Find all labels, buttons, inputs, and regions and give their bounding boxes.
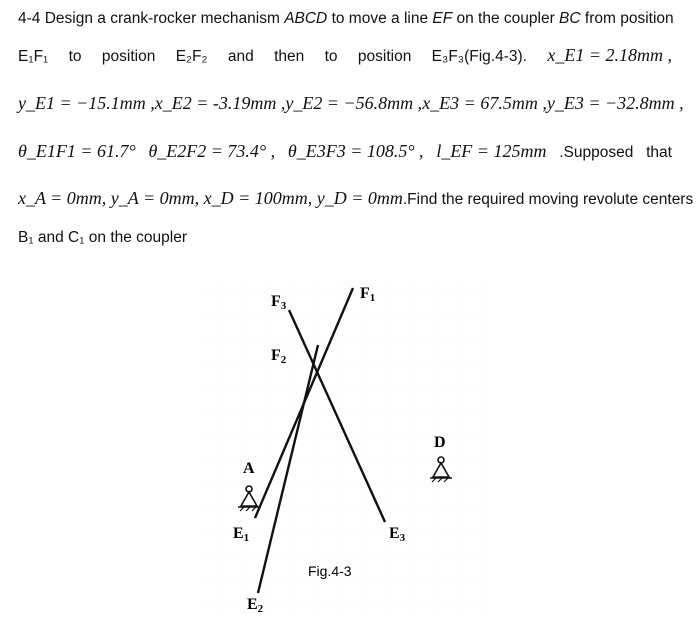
problem-line-3 <box>18 93 684 114</box>
label-a: A <box>243 460 255 477</box>
figure-4-3 <box>0 260 700 629</box>
figure-caption: Fig.4-3 <box>308 563 352 579</box>
word-then: then <box>274 48 305 65</box>
fixed-pivot-values: x_A = 0mm, y_A = 0mm, x_D = 100mm, y_D = 0mm <box>18 188 403 208</box>
value-theta-e2f2: θ_E2F2 = 73.4° , <box>148 141 276 161</box>
label-f2: F2 <box>271 347 287 366</box>
value-ye3: y_E3 = −32.8mm , <box>546 93 684 113</box>
position-e1f1: E₁F₁ <box>18 48 49 65</box>
coupler-text: B₁ and C₁ on the coupler <box>18 229 188 246</box>
word-position: position <box>101 48 156 65</box>
value-theta-e1f1: θ_E1F1 = 61.7° <box>18 141 136 161</box>
problem-line-6 <box>18 229 672 247</box>
problem-line-5 <box>18 188 694 209</box>
word-to-2: to <box>324 48 338 65</box>
label-d: D <box>434 434 446 451</box>
coupler-bc: BC <box>559 10 581 27</box>
label-f1: F1 <box>360 285 376 304</box>
on-coupler-text: on the coupler <box>452 10 560 27</box>
from-position-text: from position <box>580 10 674 27</box>
label-f3: F3 <box>271 293 287 312</box>
value-ye1: y_E1 = −15.1mm , <box>18 93 155 113</box>
word-to: to <box>68 48 82 65</box>
that-text: that <box>646 144 672 161</box>
to-move-text: to move a line <box>327 10 433 27</box>
value-xe1: x_E1 = 2.18mm , <box>547 45 672 65</box>
label-e3: E3 <box>389 525 406 544</box>
position-e3f3-ref: E₃F₃(Fig.4-3). <box>431 48 527 65</box>
label-e2: E2 <box>247 596 264 615</box>
word-position-2: position <box>357 48 412 65</box>
problem-line-1 <box>18 10 672 28</box>
problem-line-2 <box>18 45 672 66</box>
label-e1: E1 <box>233 525 250 544</box>
problem-line-4 <box>18 141 672 162</box>
value-l-ef: l_EF = 125mm <box>436 141 547 161</box>
find-text: .Find the required moving revolute centers <box>402 191 694 208</box>
problem-intro: 4-4 Design a crank-rocker mechanism <box>18 10 285 27</box>
value-theta-e3f3: θ_E3F3 = 108.5° , <box>287 141 424 161</box>
mechanism-name: ABCD <box>284 10 328 27</box>
word-and: and <box>227 48 254 65</box>
position-e2f2: E₂F₂ <box>175 48 208 65</box>
line-ef: EF <box>432 10 453 27</box>
value-xe3: x_E3 = 67.5mm , <box>422 93 547 113</box>
value-ye2: y_E2 = −56.8mm , <box>285 93 423 113</box>
supposed-text: .Supposed <box>559 144 634 161</box>
value-xe2: x_E2 = -3.19mm , <box>154 93 286 113</box>
